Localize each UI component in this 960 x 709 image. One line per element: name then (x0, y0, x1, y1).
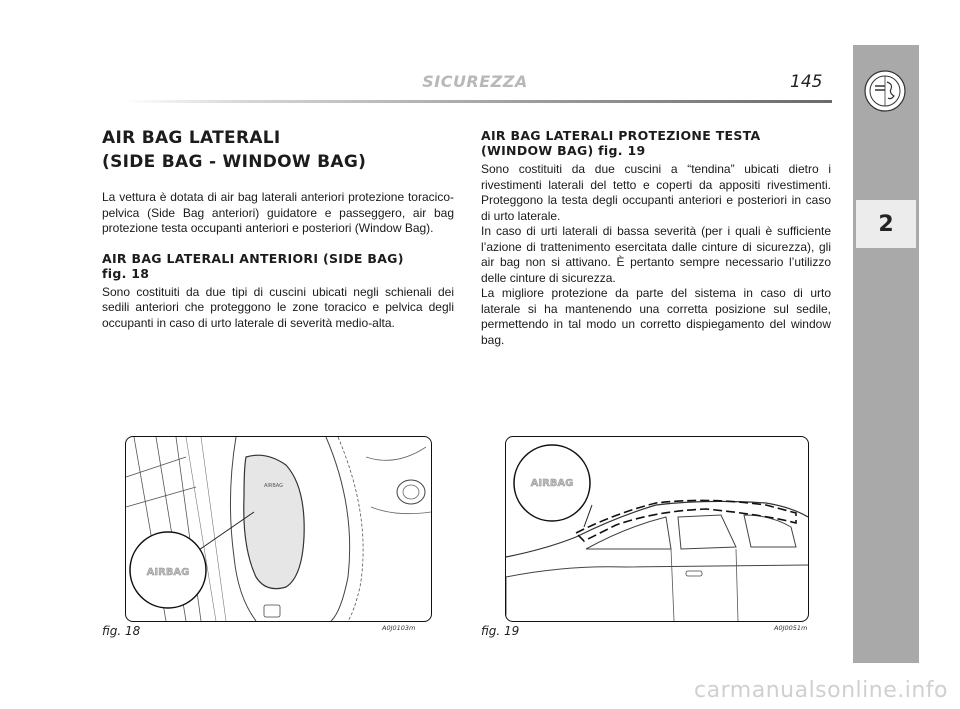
side-bag-paragraph: Sono costituiti da due tipi di cuscini ubicati negli schienali dei sedili anteriori che proteggono le zone toracico e pelvica degli occupanti in caso di urto laterale di severità medio-alta. (102, 284, 454, 330)
window-bag-paragraph-3: La migliore protezione da parte del sistema in caso di urto laterale si ha mantenendo una corretta posizione sul sedile, permettendo in tal modo un corretto dispiegamento del window bag. (481, 286, 831, 347)
page-number: 145 (790, 72, 823, 92)
figure-19-caption: fig. 19 (481, 624, 520, 638)
window-bag-paragraph-2: In caso di urti laterali di bassa severità (per i quali è sufficiente l’azione di trattenimento esercitata dalle cinture di sicurezza), gli air bag non si attivano. È pertanto sempre necessario l’utilizzo delle cinture di sicurezza. (481, 224, 831, 285)
window-bag-heading (481, 128, 831, 158)
page-title-line-2: (SIDE BAG - WINDOW BAG) (102, 152, 367, 172)
seat-side-bag-drawing (126, 437, 431, 621)
side-bag-heading (102, 251, 454, 281)
side-bag-heading-line-1: AIR BAG LATERALI ANTERIORI (SIDE BAG) (102, 250, 404, 266)
fig18-airbag-callout: AIRBAG (146, 567, 190, 578)
figure-19-illustration (505, 436, 809, 622)
header-divider (120, 100, 832, 103)
chapter-number: 2 (878, 211, 894, 237)
chapter-tab (853, 45, 919, 663)
brand-logo-icon (864, 70, 906, 112)
figure-18-illustration (125, 436, 432, 622)
window-bag-heading-line-1: AIR BAG LATERALI PROTEZIONE TESTA (481, 128, 761, 143)
panel-airbag-label: AIRBAG (264, 483, 284, 489)
figure-19-code: A0J0051m (774, 624, 808, 632)
figure-18-code: A0J0103m (382, 624, 416, 632)
side-bag-heading-line-2: fig. 18 (102, 265, 150, 281)
window-bag-heading-line-2: (WINDOW BAG) fig. 19 (481, 143, 646, 158)
section-title: SICUREZZA (422, 72, 528, 91)
car-window-bag-drawing (506, 437, 808, 621)
right-column (481, 128, 831, 362)
left-column (102, 126, 454, 345)
page-title (102, 126, 454, 174)
chapter-badge (856, 200, 916, 248)
watermark-text: carmanualsonline.info (694, 678, 948, 703)
fig19-airbag-callout: AIRBAG (530, 478, 574, 489)
window-bag-paragraph-1: Sono costituiti da due cuscini a “tendina” ubicati dietro i rivestimenti laterali del tetto e coperti da appositi rivestimenti. Proteggono la testa degli occupanti anteriori e posteriori in caso di urto laterale. (481, 162, 831, 223)
page-title-line-1: AIR BAG LATERALI (102, 128, 281, 148)
figure-18-caption: fig. 18 (102, 624, 141, 638)
intro-paragraph: La vettura è dotata di air bag laterali anteriori protezione toracico-pelvica (Side Bag anteriori) guidatore e passeggero, air bag protezione testa occupanti anteriori e posteriori (Window Bag). (102, 190, 454, 235)
